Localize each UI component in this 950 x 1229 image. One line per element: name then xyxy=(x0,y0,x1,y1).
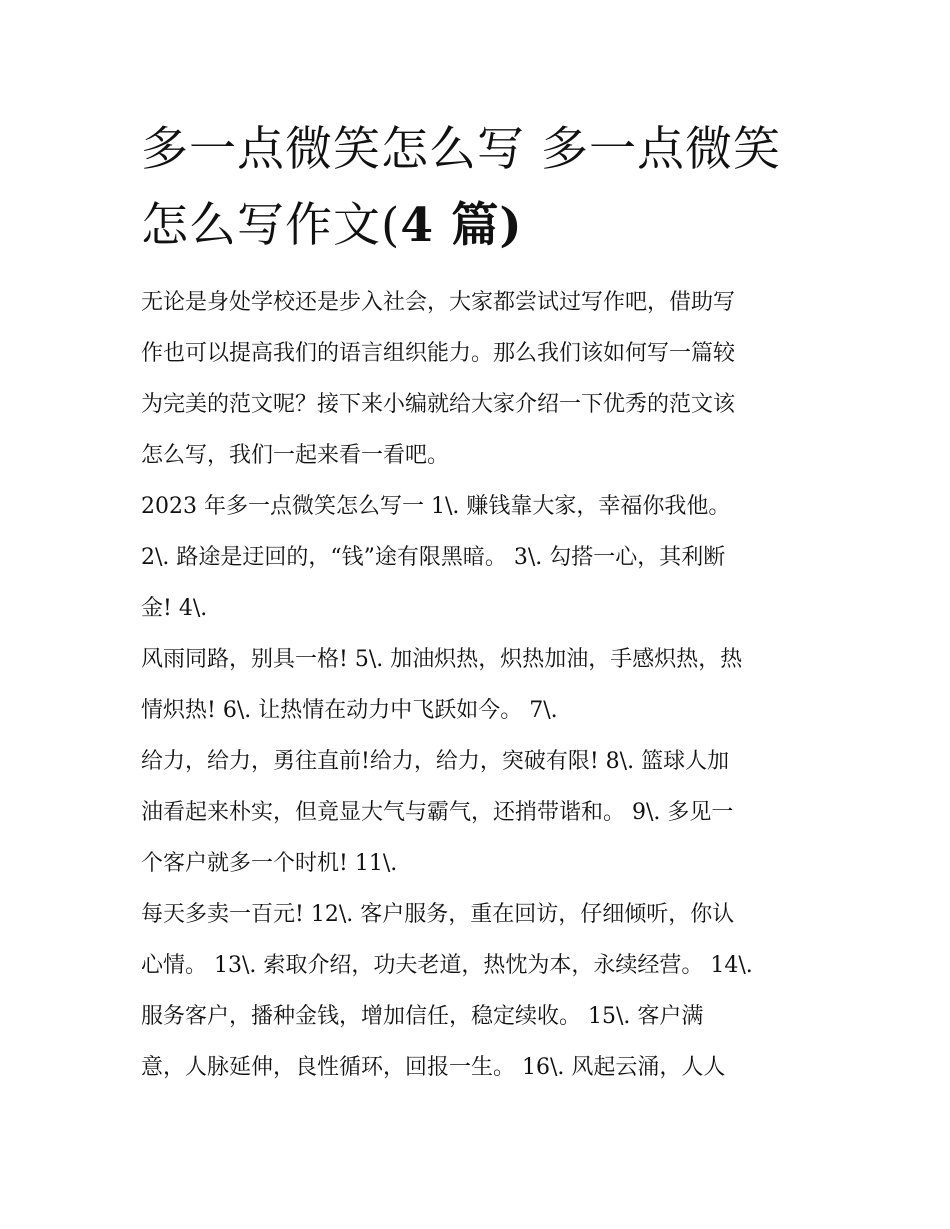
text-line: 2\. 路途是迂回的，“钱”途有限黑暗。 3\. 勾搭一心，其利断 xyxy=(141,545,726,570)
document-body xyxy=(141,277,813,1093)
text-line: 给力，给力，勇往直前!给力，给力，突破有限! 8\. 篮球人加 xyxy=(141,749,730,774)
text-line: 服务客户，播种金钱，增加信任，稳定续收。 15\. 客户满 xyxy=(141,1004,704,1029)
text-line: 金! 4\. xyxy=(141,596,208,621)
text-line: 2023 年多一点微笑怎么写一 1\. 赚钱靠大家，幸福你我他。 xyxy=(141,494,731,519)
body-paragraph xyxy=(141,481,813,634)
title-line-1: 多一点微笑怎么写 多一点微笑 xyxy=(141,122,781,177)
title-line-2-suffix: 篇) xyxy=(434,198,523,253)
text-line: 为完美的范文呢？接下来小编就给大家介绍一下优秀的范文该 xyxy=(141,392,736,417)
text-line: 油看起来朴实，但竟显大气与霸气，还捎带谐和。 9\. 多见一 xyxy=(141,800,734,825)
text-line: 情炽热! 6\. 让热情在动力中飞跃如今。 7\. xyxy=(141,698,558,723)
document-title xyxy=(141,112,813,264)
text-line: 个客户就多一个时机! 11\. xyxy=(141,851,398,876)
text-line: 每天多卖一百元! 12\. 客户服务，重在回访，仔细倾听，你认 xyxy=(141,902,735,927)
intro-paragraph xyxy=(141,277,813,481)
text-line: 风雨同路，别具一格! 5\. 加油炽热，炽热加油，手感炽热，热 xyxy=(141,647,743,672)
text-line: 怎么写，我们一起来看一看吧。 xyxy=(141,443,450,468)
text-line: 无论是身处学校还是步入社会，大家都尝试过写作吧，借助写 xyxy=(141,290,736,315)
text-line: 心情。 13\. 索取介绍，功夫老道，热忱为本，永续经营。 14\. xyxy=(141,953,753,978)
title-line-2-number: 4 xyxy=(400,198,435,253)
body-paragraph xyxy=(141,736,813,889)
text-line: 作也可以提高我们的语言组织能力。那么我们该如何写一篇较 xyxy=(141,341,736,366)
title-line-2-prefix: 怎么写作文( xyxy=(141,198,401,253)
body-paragraph xyxy=(141,889,813,1093)
text-line: 意，人脉延伸，良性循环，回报一生。 16\. 风起云涌，人人 xyxy=(141,1055,726,1080)
body-paragraph xyxy=(141,634,813,736)
